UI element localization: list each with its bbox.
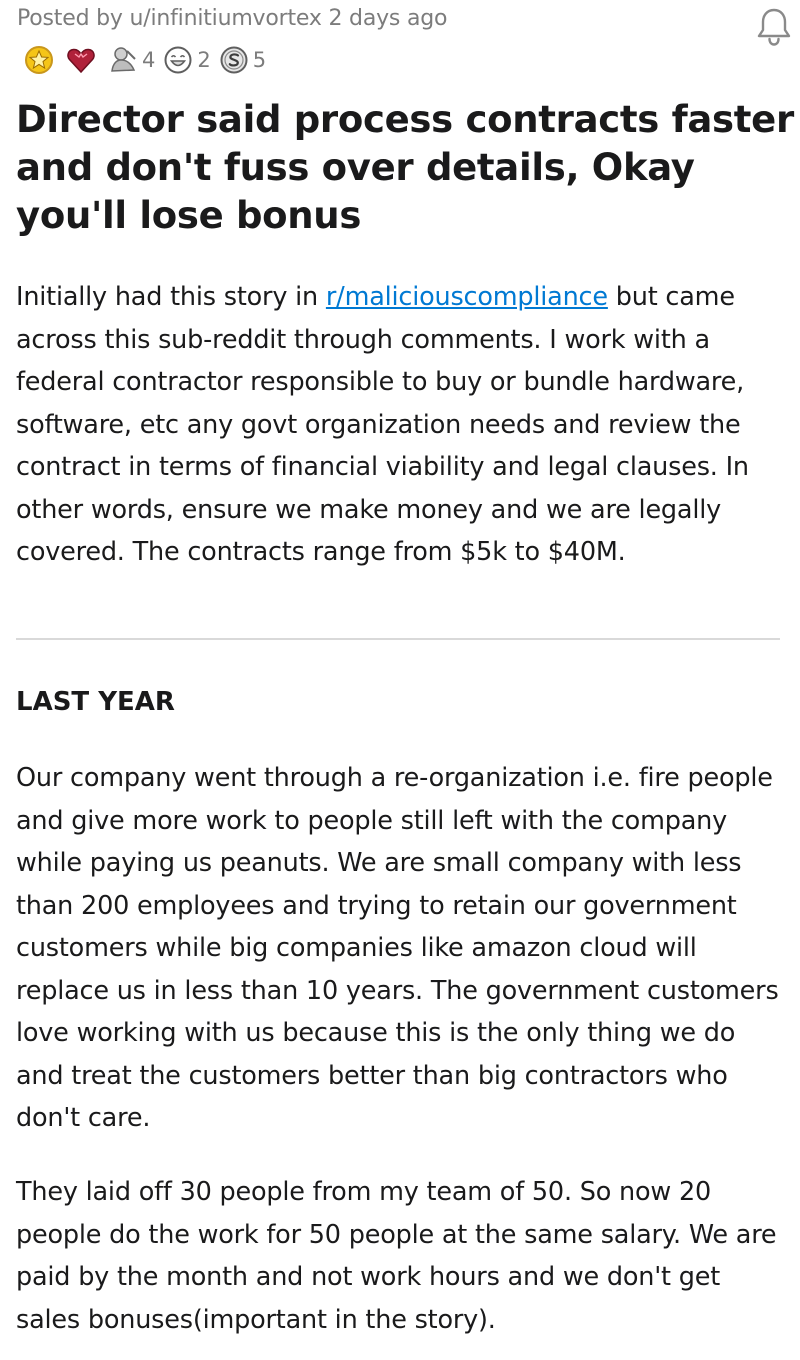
silver-coin-s-icon xyxy=(219,45,249,75)
laughing-face-icon xyxy=(163,45,193,75)
silver-figure-icon xyxy=(108,45,138,75)
award-heart[interactable] xyxy=(66,45,100,75)
post-title[interactable]: Director said process contracts faster and don't fuss over details, Okay you'll lose bonus xyxy=(16,98,794,237)
award-silver-coin[interactable] xyxy=(219,45,266,75)
paragraph-text: but came across this sub-reddit through comments. I work with a federal contractor responsible to buy or bundle hardware, software, etc any govt organization needs and review the contract in terms of financial viability and legal clauses. In other words, ensure we make money and we are legally covered. The contracts range from $5k to $40M. xyxy=(16,282,749,567)
post-meta xyxy=(17,6,447,31)
bell-icon[interactable] xyxy=(756,6,792,48)
section-heading: LAST YEAR xyxy=(16,687,175,717)
subreddit-link[interactable]: r/maliciouscompliance xyxy=(325,282,608,312)
post-time: 2 days ago xyxy=(328,6,448,31)
post-body-paragraph: They laid off 30 people from my team of 50. So now 20 people do the work for 50 people at the same salary. We are paid by the month and not work hours and we don't get sales bonuses(important in the story). xyxy=(16,1177,777,1335)
awards-row[interactable] xyxy=(24,44,274,76)
divider xyxy=(16,638,780,640)
posted-by-label: Posted by xyxy=(17,6,123,31)
author-username[interactable]: u/infinitiumvortex xyxy=(129,6,322,31)
award-laughing[interactable] xyxy=(163,45,210,75)
award-silver-figure[interactable] xyxy=(108,45,155,75)
post-body-paragraph: Our company went through a re-organization i.e. fire people and give more work to people still left with the company while paying us peanuts. We are small company with less than 200 employees and trying to retain our government customers while big companies like amazon cloud will replace us in less than 10 years. The government customers love working with us because this is the only thing we do and treat the customers better than big contractors who don't care. xyxy=(16,763,779,1133)
award-count: 4 xyxy=(142,48,156,72)
award-gold[interactable] xyxy=(24,45,58,75)
award-count: 5 xyxy=(252,48,267,72)
award-count: 2 xyxy=(197,48,211,72)
heart-gem-icon xyxy=(66,45,96,75)
paragraph-text: Initially had this story in xyxy=(16,282,326,312)
post-body-paragraph xyxy=(16,276,786,574)
gold-medal-icon xyxy=(24,45,54,75)
